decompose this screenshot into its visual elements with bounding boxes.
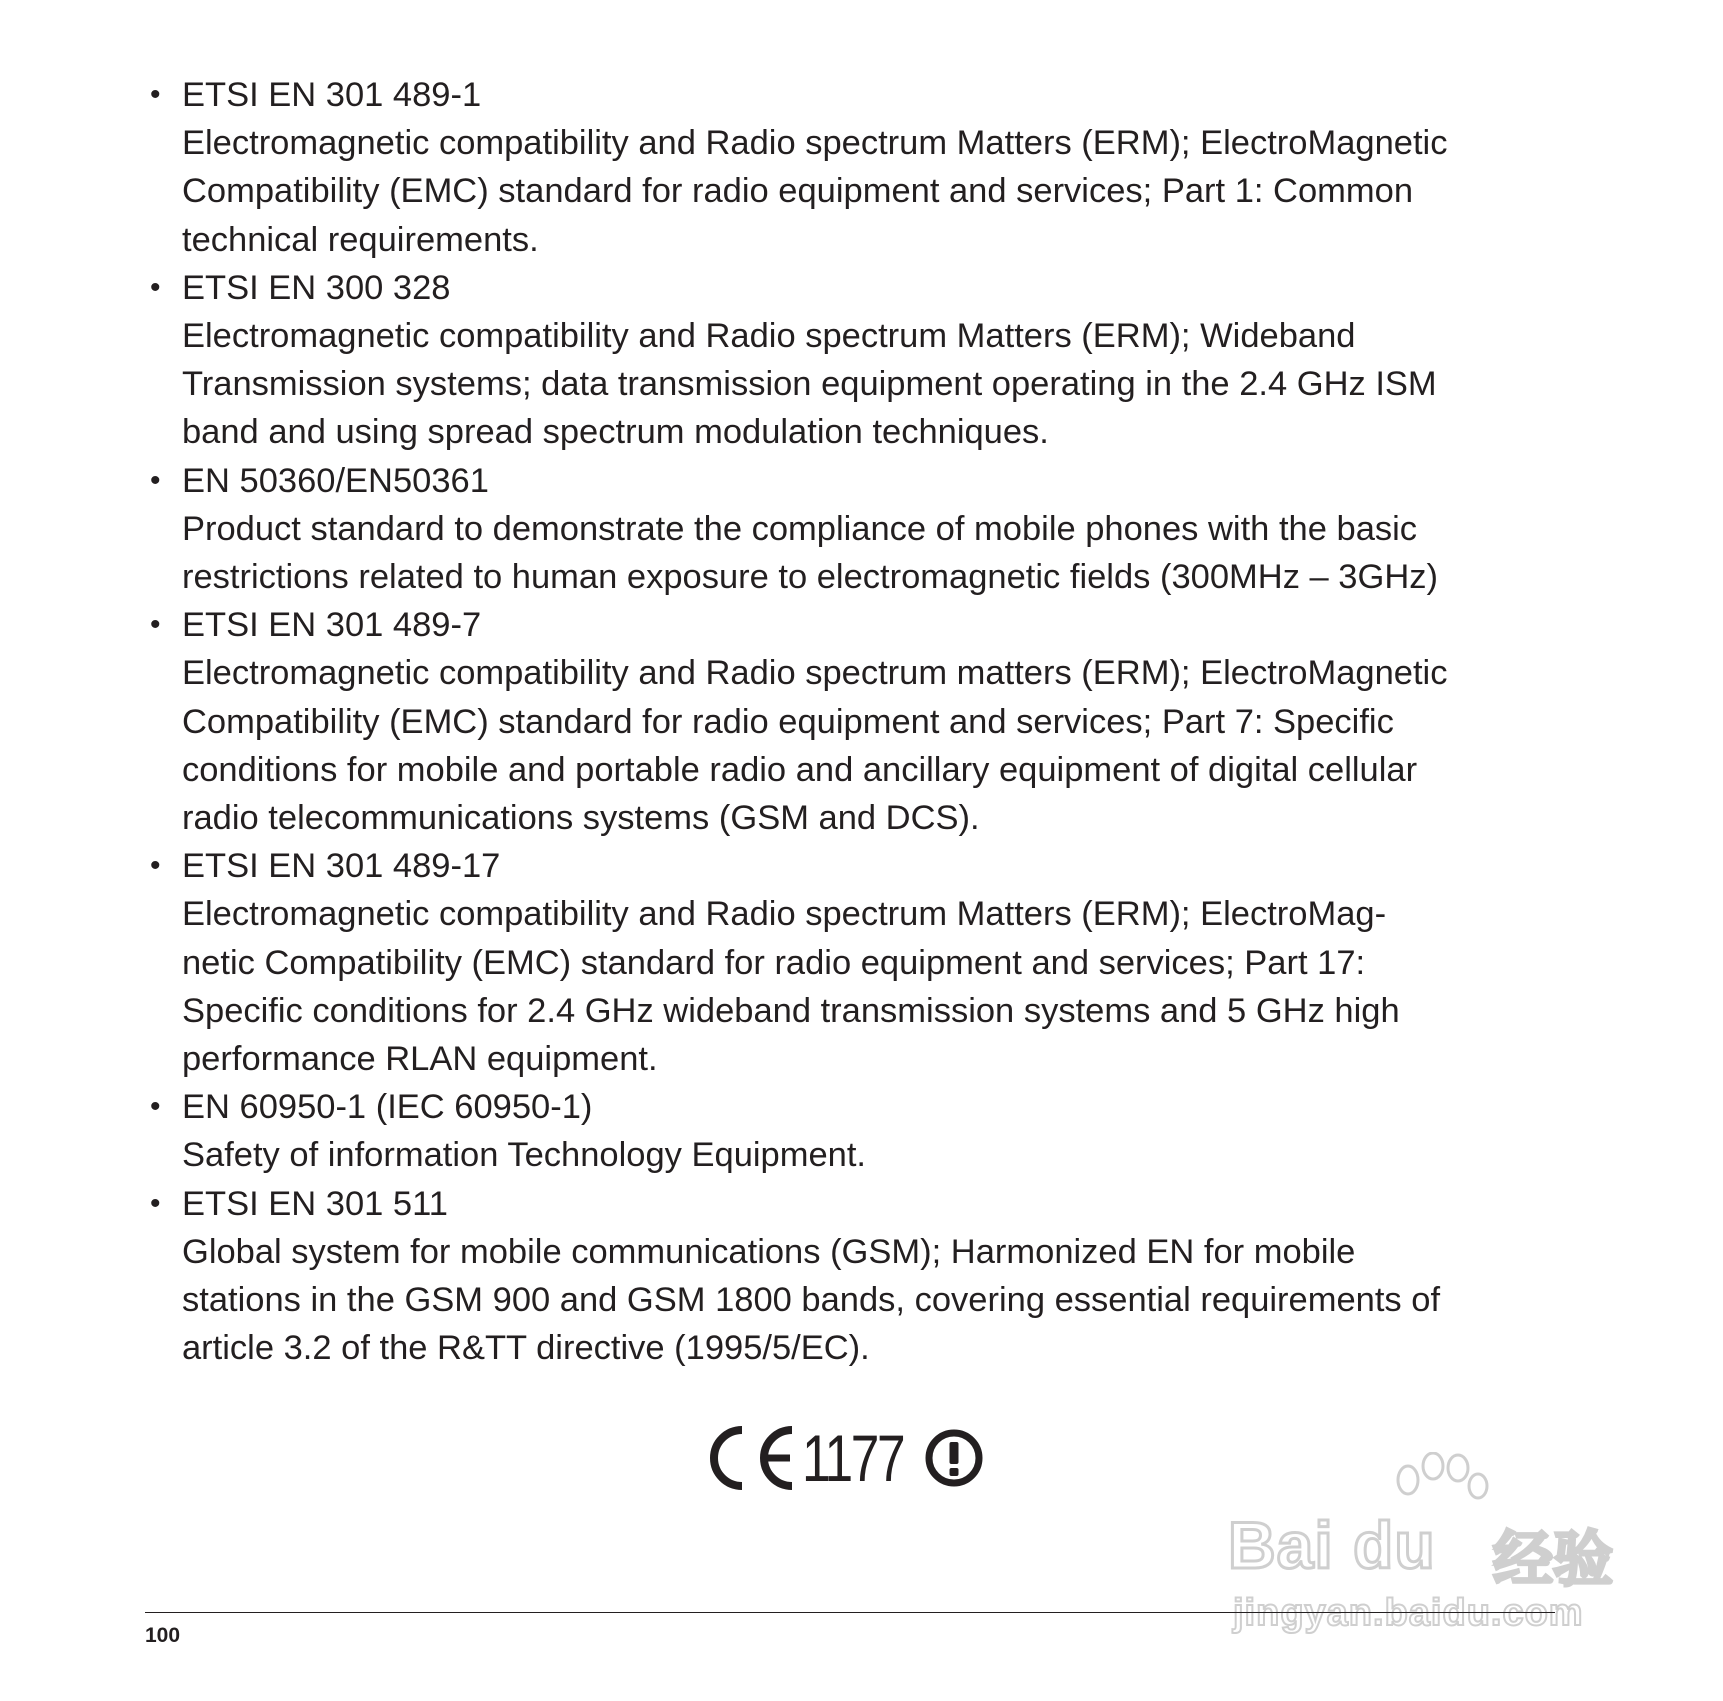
standard-item (150, 601, 1550, 842)
standard-description: Electromagnetic compatibility and Radio spectrum matters (ERM); ElectroMagnetic Compatibility (EMC) standard for radio equipment and services; Part 7: Specific conditions for mobile and portable radio and ancillary equipment of digital cellular radio telecommunications systems (GSM and DCS). (182, 654, 1448, 838)
standard-item (150, 842, 1550, 1083)
standards-list (150, 71, 1550, 1372)
bullet: • (150, 849, 161, 883)
standard-description: Electromagnetic compatibility and Radio spectrum Matters (ERM); ElectroMagnetic Compatibility (EMC) standard for radio equipment and services; Part 1: Common technical requirements. (182, 124, 1448, 259)
ce-conformity-mark (706, 1418, 984, 1498)
standard-item (150, 71, 1550, 264)
notified-body-number: 1177 (802, 1421, 904, 1495)
standard-description: Safety of information Technology Equipment. (182, 1136, 867, 1175)
standard-code: ETSI EN 301 489-17 (182, 847, 501, 886)
standard-item (150, 1180, 1550, 1373)
standard-code: ETSI EN 301 489-7 (182, 606, 482, 645)
bullet: • (150, 608, 161, 642)
bullet: • (150, 1186, 161, 1220)
standard-item (150, 1083, 1550, 1179)
standard-code: ETSI EN 301 511 (182, 1184, 448, 1223)
standard-description: Product standard to demonstrate the compliance of mobile phones with the basic restrictions related to human exposure to electromagnetic fields (300MHz – 3GHz) (182, 509, 1438, 597)
standard-item (150, 457, 1550, 602)
footer-divider (145, 1612, 1555, 1613)
standard-code: ETSI EN 300 328 (182, 268, 451, 307)
watermark-brand: Bai du (1228, 1508, 1436, 1582)
bullet: • (150, 78, 161, 111)
bullet: • (150, 270, 161, 304)
bullet: • (150, 1090, 161, 1124)
standard-code: EN 60950-1 (IEC 60950-1) (182, 1088, 593, 1127)
ce-mark-icon (706, 1425, 796, 1491)
standard-description: Global system for mobile communications (GSM); Harmonized EN for mobile stations in the GSM 900 and GSM 1800 bands, covering essential requirements of article 3.2 of the R&TT directive (1995/5/EC). (182, 1232, 1441, 1368)
watermark-url: jingyan.baidu.com (1233, 1592, 1584, 1634)
alert-circle-icon (924, 1428, 984, 1488)
standard-code: EN 50360/EN50361 (182, 461, 489, 500)
page-number: 100 (145, 1624, 181, 1647)
standard-description: Electromagnetic compatibility and Radio spectrum Matters (ERM); Wideband Transmission systems; data transmission equipment operating in the 2.4 GHz ISM band and using spread spectrum modulation techniques. (182, 317, 1437, 452)
baidu-watermark (1228, 1452, 1638, 1652)
standard-item (150, 264, 1550, 457)
standard-code: ETSI EN 301 489-1 (182, 76, 482, 114)
standard-description: Electromagnetic compatibility and Radio spectrum Matters (ERM); ElectroMag- netic Compatibility (EMC) standard for radio equipment and services; Part 17: Specific conditions for 2.4 GHz wideband transmission systems and 5 GHz high performance RLAN equipment. (182, 895, 1400, 1079)
watermark-chinese: 经验 (1493, 1525, 1613, 1595)
bullet: • (150, 463, 161, 497)
